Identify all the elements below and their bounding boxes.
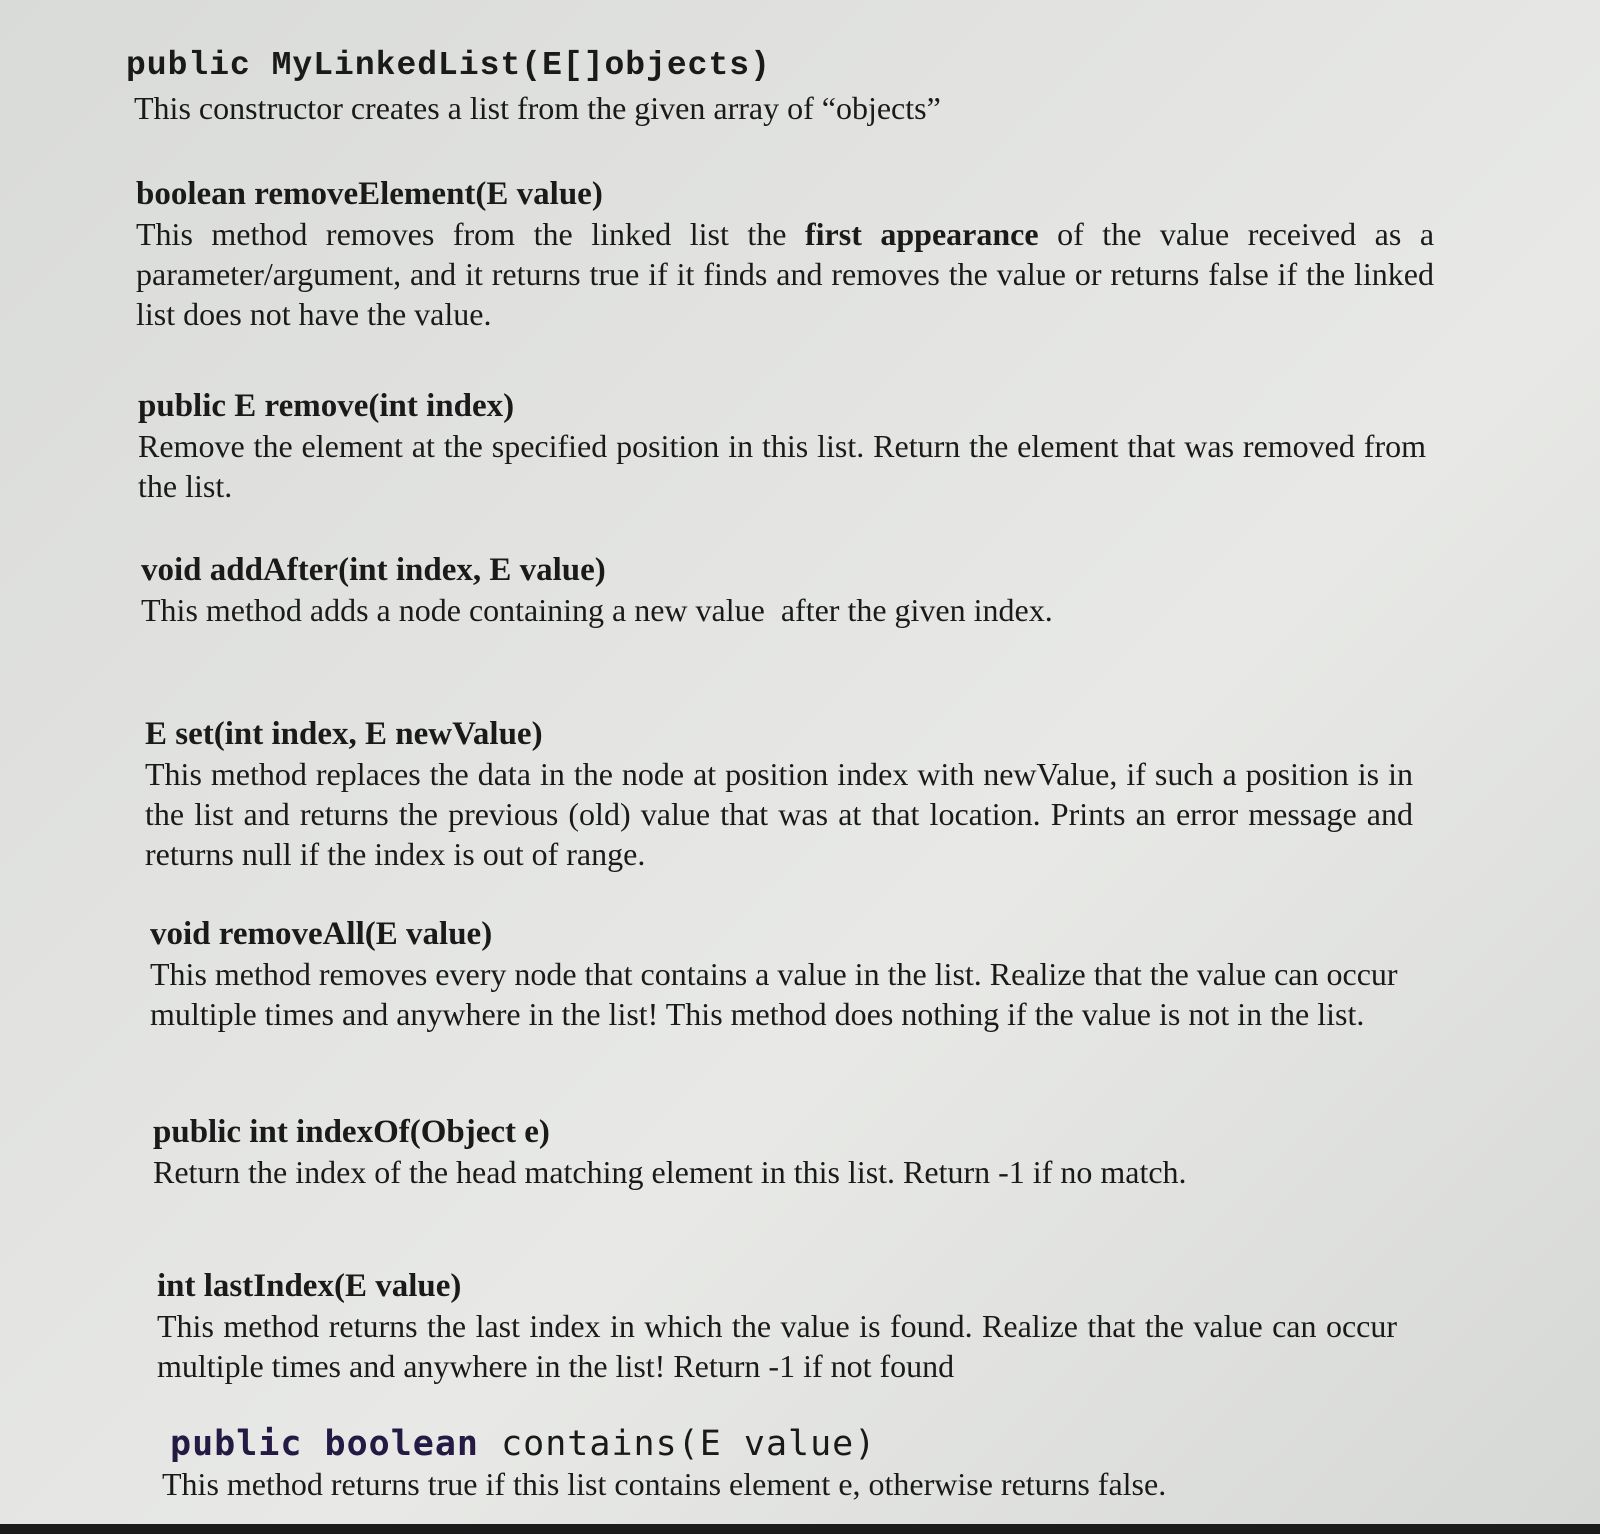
method-entry-index-of [153,1112,1443,1192]
method-signature: int lastIndex(E value) [157,1268,462,1304]
method-entry-remove-element [136,174,1434,334]
method-signature: public MyLinkedList(E[]objects) [126,47,771,84]
method-description: This method removes every node that contains a value in the list. Realize that the value can occur multiple times and anywhere in the list! This method does nothing if the value is not in the list. [150,956,1398,1032]
method-description: Remove the element at the specified position in this list. Return the element that was removed from the list. [138,428,1426,504]
method-description: This constructor creates a list from the given array of “objects” [134,90,941,126]
signature-rest: contains(E value) [479,1424,877,1464]
signature-keywords: public boolean [170,1424,480,1464]
method-description: This method adds a node containing a new value after the given index. [141,592,1053,628]
method-entry-last-index [157,1266,1397,1386]
method-description: Return the index of the head matching element in this list. Return -1 if no match. [153,1154,1187,1190]
screen-bezel [0,1524,1600,1534]
method-signature: boolean removeElement(E value) [136,176,603,212]
method-description: This method returns true if this list contains element e, otherwise returns false. [162,1466,1167,1502]
method-description: This method replaces the data in the node at position index with newValue, if such a position is in the list and returns the previous (old) value that was at that location. Prints an error message and returns null if the index is out of range. [145,756,1413,872]
emphasis-text: first appearance [805,216,1039,252]
method-entry-remove-all [150,914,1420,1034]
method-entry-contains [162,1424,1452,1504]
method-signature [170,1424,1452,1464]
method-signature: void removeAll(E value) [150,916,493,952]
method-entry-remove [138,386,1426,506]
method-signature: public E remove(int index) [138,388,515,424]
method-signature: E set(int index, E newValue) [145,716,543,752]
method-entry-set [145,714,1413,874]
method-description: This method returns the last index in which the value is found. Realize that the value can occur multiple times and anywhere in the list! Return -1 if not found [157,1308,1397,1384]
method-signature: void addAfter(int index, E value) [141,552,606,588]
method-entry-constructor [126,46,1424,128]
method-description: This method removes from the linked list the first appearance of the value received as a parameter/argument, and it returns true if it finds and removes the value or returns false if the linked list does not have the value. [136,216,1435,332]
method-entry-add-after [141,550,1431,630]
method-signature: public int indexOf(Object e) [153,1114,550,1150]
